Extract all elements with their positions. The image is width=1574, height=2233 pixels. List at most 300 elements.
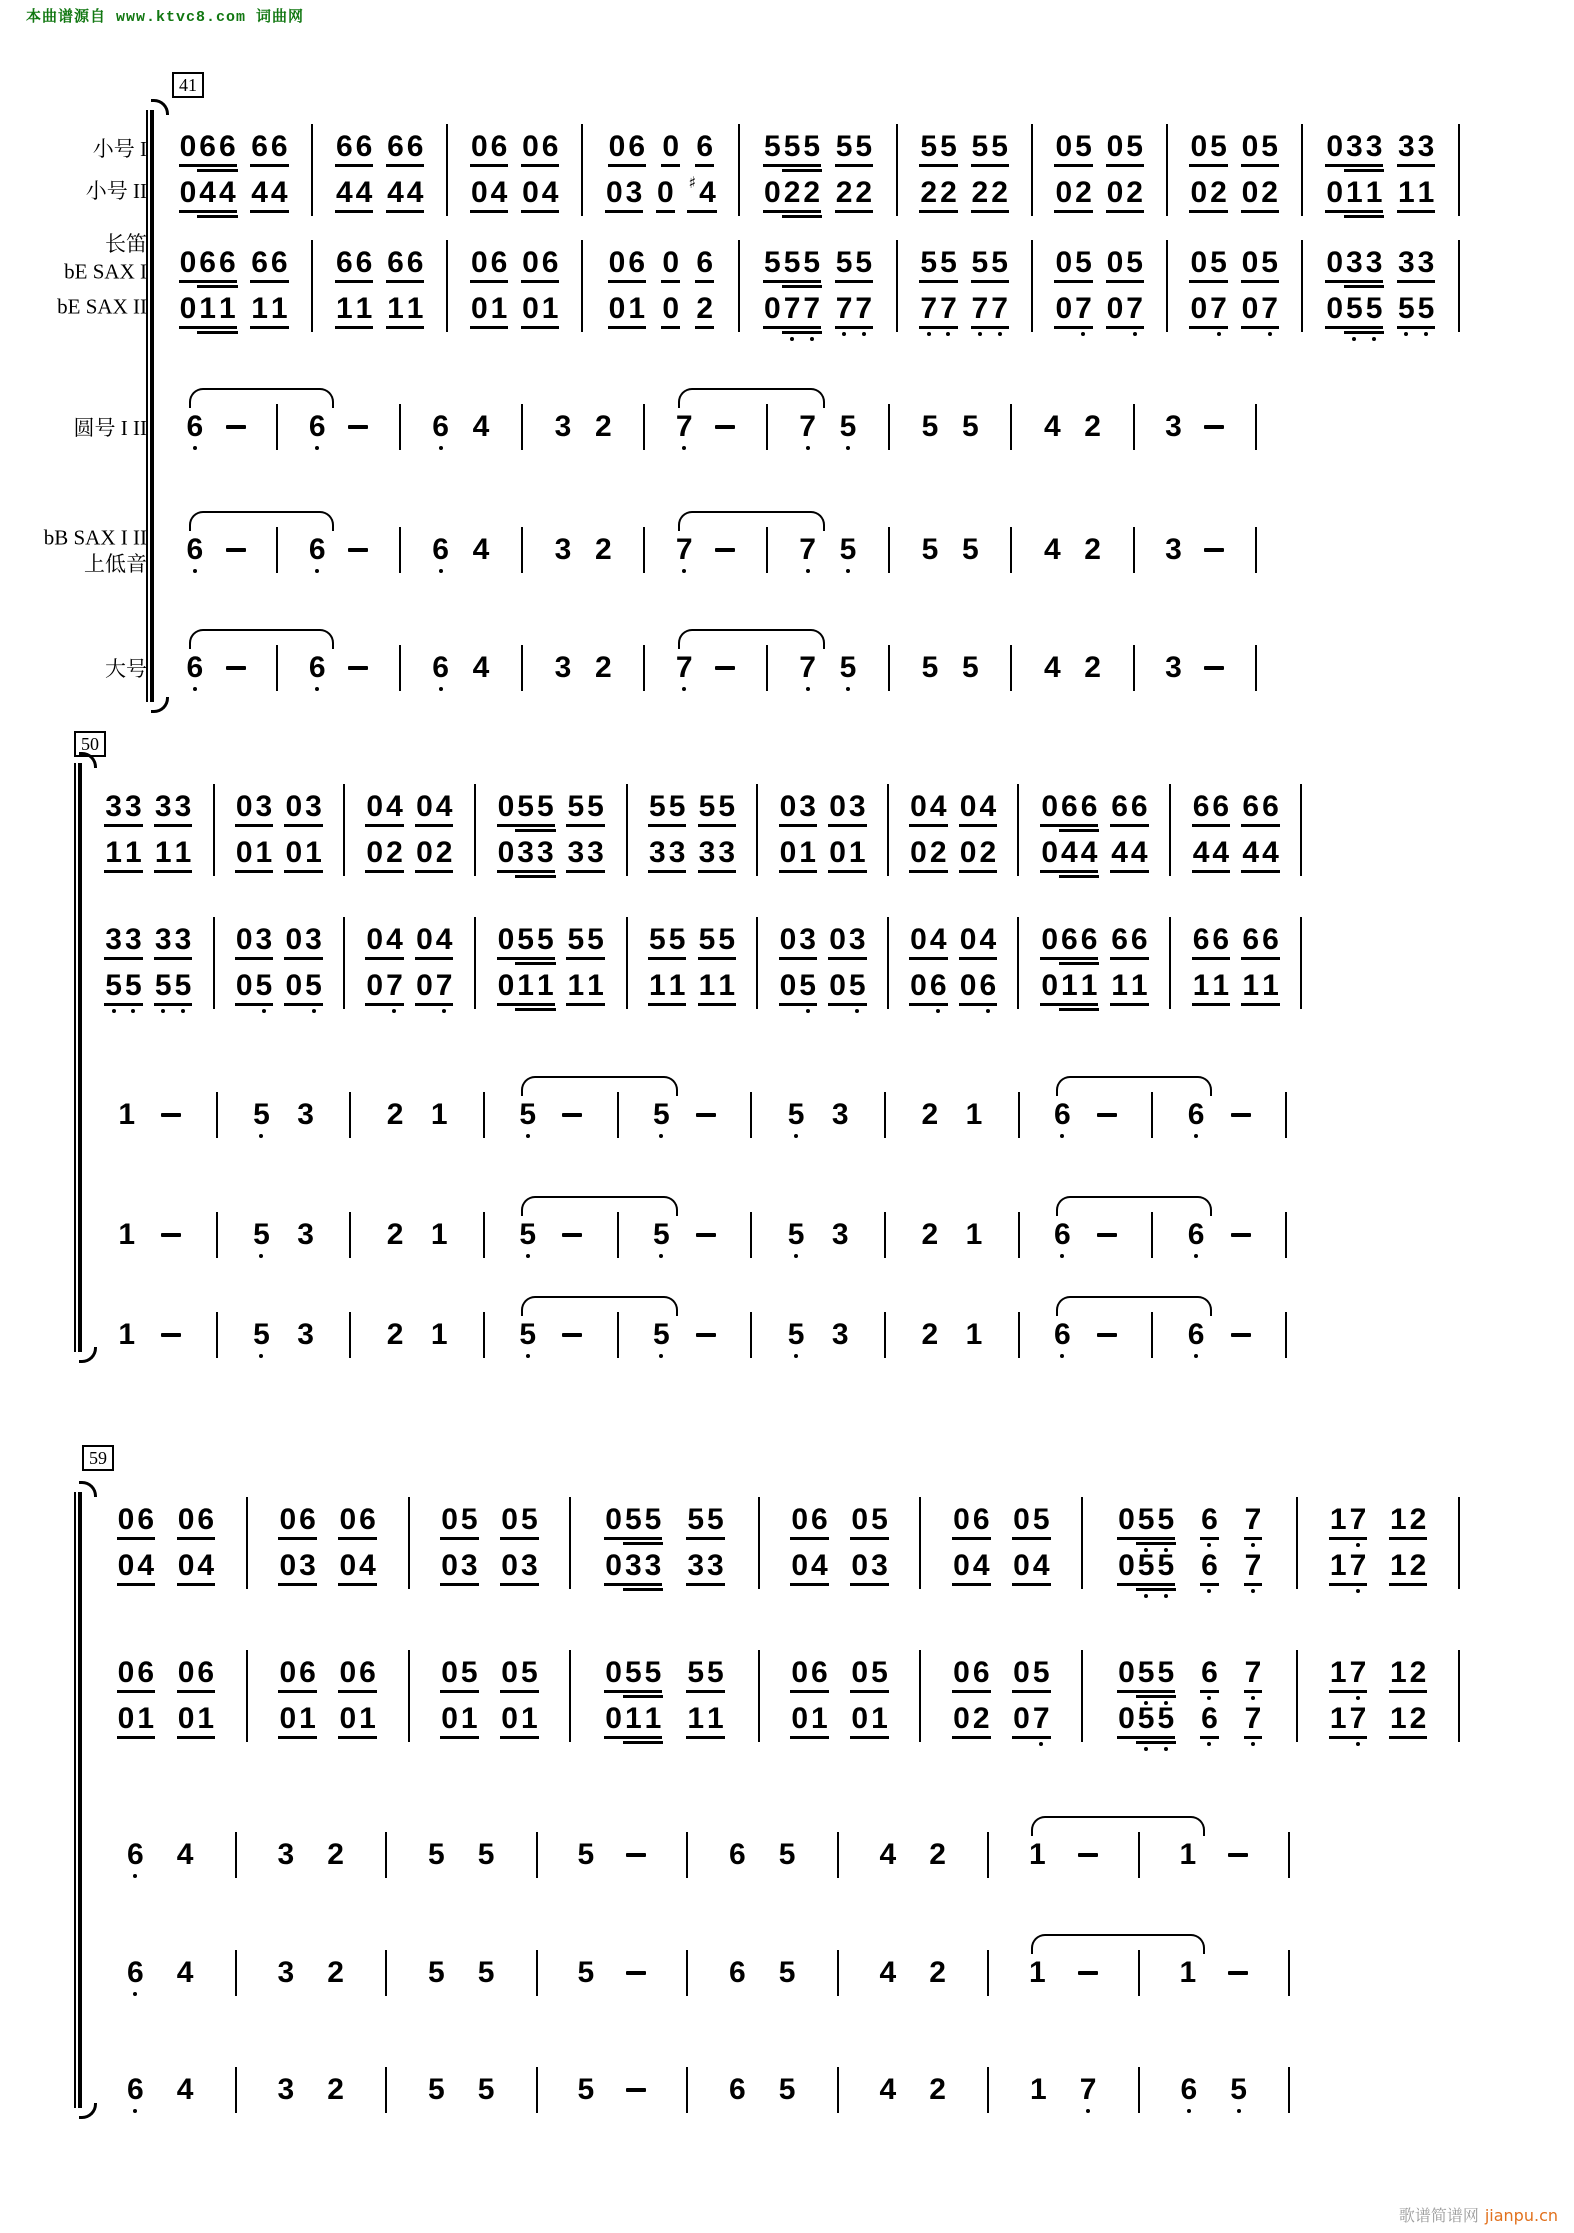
note-digit: 2 <box>696 292 714 325</box>
dash-note <box>1097 1233 1117 1237</box>
note-group <box>662 248 679 278</box>
staff-row <box>86 1497 1460 1589</box>
note-digit: 6 <box>729 1956 746 1989</box>
note-digit: 3 <box>305 923 322 956</box>
note-digit: 1 <box>517 971 534 1001</box>
beam-line <box>470 326 508 329</box>
beam-line <box>1192 824 1230 827</box>
note-digit: 7 <box>1126 294 1143 324</box>
octave-dot <box>315 569 319 573</box>
note-digit: 6 <box>628 130 645 163</box>
note-group <box>595 535 612 565</box>
measure <box>84 784 215 876</box>
instrument-label: 小号 I <box>92 137 147 161</box>
beam-line <box>782 285 803 288</box>
note-digit: 3 <box>537 838 554 868</box>
note-digit: 6 <box>1111 923 1128 956</box>
beam-line <box>1155 1542 1176 1545</box>
note-digit: 0 <box>1190 130 1208 163</box>
note-digit: 0 <box>279 1656 297 1689</box>
note-digit: 1 <box>625 1704 642 1734</box>
note-digit: 2 <box>1084 651 1101 684</box>
beam-line <box>335 210 373 213</box>
system-hook-top <box>79 1481 97 1497</box>
note-digit: 7 <box>972 294 989 324</box>
measure-line <box>571 1650 757 1696</box>
note-digit: 5 <box>778 2073 796 2106</box>
measure <box>890 527 1012 573</box>
measure-line <box>688 2067 837 2113</box>
measure <box>1019 917 1171 1009</box>
note-group <box>1181 2075 1198 2105</box>
note-digit: 6 <box>309 653 326 683</box>
note-group <box>921 1220 938 1250</box>
note-group <box>161 1113 181 1117</box>
beam-line <box>1344 331 1365 334</box>
note-digit: 7 <box>799 535 816 565</box>
octave-dot <box>1352 337 1356 341</box>
beam-line <box>1200 1583 1219 1586</box>
measure-line <box>1168 240 1301 286</box>
note-group <box>180 178 236 208</box>
note-digit: 4 <box>435 923 453 956</box>
beam-line <box>440 1736 478 1739</box>
beam-line <box>535 875 556 878</box>
note-digit: 5 <box>764 130 781 163</box>
beam-line <box>1110 1003 1148 1006</box>
note-group <box>605 1551 661 1581</box>
note-digit: 4 <box>1043 410 1061 443</box>
note-group <box>1242 838 1278 868</box>
note-digit: 4 <box>541 176 559 209</box>
note-group <box>764 294 820 324</box>
measure-line <box>583 240 738 286</box>
beam-line <box>338 1736 376 1739</box>
note-digit: 5 <box>125 971 142 1001</box>
note-group <box>953 1704 989 1734</box>
beam-line <box>1325 210 1383 213</box>
note-digit: 4 <box>972 1549 990 1582</box>
octave-dot <box>315 687 319 691</box>
note-digit: 5 <box>778 1838 796 1871</box>
beam-line <box>250 164 288 167</box>
measure <box>768 404 890 450</box>
measure <box>898 124 1033 216</box>
note-group <box>1107 132 1143 162</box>
note-digit: 4 <box>435 790 453 823</box>
note-group <box>1097 1233 1117 1237</box>
note-digit: 5 <box>1126 130 1143 163</box>
note-digit: 4 <box>1192 836 1210 869</box>
note-digit: 2 <box>1261 176 1278 209</box>
beam-line <box>197 169 218 172</box>
beam-line <box>919 326 957 329</box>
measure-line <box>1012 527 1132 573</box>
note-group <box>180 294 236 324</box>
note-digit: 0 <box>662 130 680 163</box>
note-digit: 6 <box>541 130 559 163</box>
note-group <box>187 412 204 442</box>
note-digit: 6 <box>972 1503 990 1536</box>
measure-line <box>448 124 581 170</box>
note-digit: 5 <box>971 246 989 279</box>
beam-line <box>1397 280 1435 283</box>
measure <box>313 124 448 216</box>
beam-line <box>1364 169 1385 172</box>
octave-dot <box>1372 337 1376 341</box>
note-group <box>118 1658 154 1688</box>
measure <box>1012 404 1134 450</box>
measure <box>86 2067 237 2113</box>
measure <box>86 1497 248 1589</box>
measure <box>645 404 767 450</box>
octave-dot <box>1144 1747 1148 1751</box>
note-group <box>1245 1704 1262 1734</box>
note-group <box>1118 1704 1174 1734</box>
beam-line <box>1054 210 1092 213</box>
measure-line <box>889 963 1018 1009</box>
note-digit: 1 <box>687 1702 705 1735</box>
note-digit: 1 <box>251 292 268 325</box>
measure <box>237 1832 388 1878</box>
note-digit: 1 <box>199 294 216 324</box>
note-group <box>1190 294 1226 324</box>
note-digit: 1 <box>1130 969 1148 1002</box>
note-group <box>226 548 246 552</box>
beam-line <box>515 829 536 832</box>
note-digit: 6 <box>359 1656 376 1689</box>
beam-line <box>1106 210 1144 213</box>
octave-dot <box>1207 1742 1211 1746</box>
octave-dot <box>946 332 950 336</box>
note-group <box>428 1958 445 1988</box>
measure <box>1303 240 1460 332</box>
note-digit: 5 <box>788 1320 805 1350</box>
note-digit: 2 <box>594 410 612 443</box>
note-digit: 0 <box>177 1503 195 1536</box>
tie-arc <box>1056 1196 1212 1216</box>
measure-line <box>387 1832 536 1878</box>
note-group <box>929 2075 946 2105</box>
beam-line <box>415 1003 453 1006</box>
beam-line <box>850 1583 888 1586</box>
beam-line <box>1079 962 1100 965</box>
note-digit: 1 <box>1111 969 1128 1002</box>
note-digit: 6 <box>541 246 559 279</box>
measure <box>1033 240 1168 332</box>
dash-note <box>226 666 246 670</box>
note-group <box>327 1958 344 1988</box>
system-hook-top <box>151 99 169 115</box>
note-digit: 7 <box>784 294 801 324</box>
beam-line <box>971 164 1009 167</box>
note-digit: 5 <box>577 1838 595 1871</box>
measure <box>619 1312 753 1358</box>
note-digit: 1 <box>1329 1702 1347 1735</box>
note-digit: 5 <box>1210 246 1227 279</box>
note-group <box>953 1551 989 1581</box>
measure-line <box>1303 124 1458 170</box>
measure <box>218 1092 352 1138</box>
measure <box>345 917 476 1009</box>
note-group <box>1029 1958 1046 1988</box>
note-group <box>178 1658 214 1688</box>
measure-line <box>645 404 765 450</box>
note-group <box>729 1958 746 1988</box>
note-digit: 5 <box>991 246 1008 279</box>
note-digit: 3 <box>174 923 192 956</box>
note-group <box>118 1704 154 1734</box>
measure-line <box>1019 830 1169 876</box>
note-digit: 4 <box>359 1549 376 1582</box>
note-digit: 2 <box>921 1318 939 1351</box>
note-group <box>657 178 674 208</box>
beam-line <box>1241 870 1279 873</box>
note-digit: 5 <box>477 1956 495 1989</box>
octave-dot <box>526 1254 530 1258</box>
note-digit: 5 <box>687 1656 705 1689</box>
note-digit: 7 <box>920 294 937 324</box>
dash-note <box>1097 1333 1117 1337</box>
note-digit: 5 <box>520 1656 538 1689</box>
note-group <box>662 132 679 162</box>
note-digit: 0 <box>235 969 253 1002</box>
note-group <box>696 1113 716 1117</box>
measure <box>523 645 645 691</box>
note-group <box>1242 925 1278 955</box>
note-group <box>279 1551 315 1581</box>
beam-line <box>104 870 142 873</box>
note-digit: 0 <box>1241 130 1259 163</box>
note-digit: 3 <box>1165 410 1182 443</box>
octave-dot <box>790 337 794 341</box>
note-digit: 1 <box>1028 1956 1046 1989</box>
beam-line <box>850 1537 888 1540</box>
beam-line <box>1079 829 1100 832</box>
beam-line <box>1244 1537 1263 1540</box>
note-digit: 6 <box>127 1840 144 1870</box>
beam-line <box>648 824 686 827</box>
note-digit: 0 <box>522 130 539 163</box>
note-digit: 4 <box>1130 836 1148 869</box>
note-digit: 5 <box>645 1658 662 1688</box>
measure <box>156 645 278 691</box>
note-group <box>339 1658 375 1688</box>
dash-note <box>626 1971 646 1975</box>
note-group <box>348 425 368 429</box>
instrument-label: bB SAX I II <box>43 525 147 550</box>
beam-line <box>623 1741 644 1744</box>
measure <box>86 1832 237 1878</box>
note-group <box>1231 1113 1251 1117</box>
note-digit: 6 <box>335 246 353 279</box>
note-digit: 5 <box>517 925 534 955</box>
note-group <box>1398 248 1434 278</box>
measure-line <box>313 170 446 216</box>
beam-line <box>828 870 866 873</box>
octave-dot <box>442 1009 446 1013</box>
note-digit: 0 <box>959 790 977 823</box>
measure-line <box>1012 645 1132 691</box>
measure-line <box>628 830 757 876</box>
note-group <box>1330 1505 1366 1535</box>
note-group <box>920 248 956 278</box>
tie-arc <box>189 511 334 531</box>
measure-line <box>628 963 757 1009</box>
beam-line <box>779 824 817 827</box>
measure-line <box>839 1832 988 1878</box>
note-group <box>498 792 554 822</box>
note-digit: 6 <box>1081 792 1098 822</box>
note-group <box>279 1505 315 1535</box>
measure-line <box>156 527 276 573</box>
note-digit: 0 <box>522 246 539 279</box>
tie-arc <box>1031 1934 1205 1954</box>
note-group <box>118 1220 135 1250</box>
note-group <box>309 535 326 565</box>
octave-dot <box>927 332 931 336</box>
note-group <box>522 248 558 278</box>
note-digit: 2 <box>327 1838 344 1871</box>
dash-note <box>161 1333 181 1337</box>
note-digit: 5 <box>784 132 801 162</box>
beam-line <box>1155 1588 1176 1591</box>
tie-arc <box>521 1196 678 1216</box>
octave-dot <box>1194 1354 1198 1358</box>
octave-dot <box>682 569 686 573</box>
note-digit: 1 <box>174 836 192 869</box>
note-digit: 3 <box>124 790 142 823</box>
beam-line <box>919 280 957 283</box>
measure <box>1135 645 1257 691</box>
note-group <box>851 1505 887 1535</box>
note-digit: 3 <box>105 790 122 823</box>
beam-line <box>235 957 273 960</box>
beam-line <box>1189 210 1227 213</box>
measure-line <box>583 124 738 170</box>
note-digit: 5 <box>788 1220 805 1250</box>
note-digit: 4 <box>1242 836 1260 869</box>
note-group <box>478 1958 495 1988</box>
beam-line <box>763 210 821 213</box>
measure-line <box>345 963 474 1009</box>
note-group <box>1044 412 1061 442</box>
note-group <box>1084 653 1101 683</box>
staff-row <box>156 124 1460 216</box>
beam-line <box>440 1690 478 1693</box>
note-digit: 6 <box>127 2075 144 2105</box>
note-digit: 3 <box>277 1838 295 1871</box>
beam-line <box>1012 1537 1050 1540</box>
measure-line <box>839 2067 988 2113</box>
measure-line <box>1171 784 1300 830</box>
note-digit: 0 <box>1106 176 1124 209</box>
note-group <box>522 178 558 208</box>
measure-line <box>839 1950 988 1996</box>
note-digit: 7 <box>1210 294 1227 324</box>
note-group <box>609 132 645 162</box>
measure <box>278 527 400 573</box>
note-group <box>1204 548 1224 552</box>
note-group <box>1245 1658 1262 1688</box>
note-digit: 6 <box>359 1503 376 1536</box>
measure-line <box>752 1092 884 1138</box>
measure-line <box>628 784 757 830</box>
beam-line <box>278 1537 316 1540</box>
measure-line <box>1168 286 1301 332</box>
measure <box>583 124 740 216</box>
note-group <box>880 1958 897 1988</box>
note-digit: 2 <box>784 178 801 208</box>
note-digit: 1 <box>406 292 424 325</box>
note-group <box>519 1100 536 1130</box>
note-digit: 5 <box>961 410 979 443</box>
note-digit: 6 <box>299 1503 316 1536</box>
measure-line <box>1033 124 1166 170</box>
octave-dot <box>846 446 850 450</box>
measure <box>86 1950 237 1996</box>
beam-line <box>1200 1537 1219 1540</box>
tie-arc <box>189 388 334 408</box>
note-digit: 5 <box>698 790 716 823</box>
note-digit: 5 <box>784 248 801 278</box>
dash-note <box>1097 1113 1117 1117</box>
beam-line <box>1189 164 1227 167</box>
note-group <box>972 132 1008 162</box>
note-digit: 0 <box>1118 1702 1135 1735</box>
note-group <box>441 1551 477 1581</box>
measure-line <box>1135 645 1255 691</box>
note-digit: 1 <box>430 1218 448 1251</box>
note-group <box>715 666 735 670</box>
measure-line <box>410 1696 570 1742</box>
octave-dot <box>193 569 197 573</box>
note-digit: 1 <box>1262 969 1279 1002</box>
note-group <box>127 2075 144 2105</box>
measure <box>387 1832 538 1878</box>
octave-dot <box>810 337 814 341</box>
note-digit: 2 <box>803 178 820 208</box>
beam-line <box>386 210 424 213</box>
measure <box>485 1312 619 1358</box>
note-digit: 6 <box>309 535 326 565</box>
measure <box>839 2067 990 2113</box>
beam-line <box>661 164 680 167</box>
measure <box>485 1092 619 1138</box>
note-group <box>1111 971 1147 1001</box>
note-digit: 1 <box>541 292 559 325</box>
octave-dot <box>1207 1543 1211 1547</box>
staff-row <box>86 1950 1290 1996</box>
measure-line <box>1303 170 1458 216</box>
note-digit: 2 <box>327 1956 344 1989</box>
note-group <box>177 2075 194 2105</box>
note-digit: 7 <box>991 294 1008 324</box>
note-digit: 3 <box>299 1549 316 1582</box>
note-digit: 0 <box>1041 790 1058 823</box>
tie-arc <box>1031 1816 1205 1836</box>
note-group <box>155 971 191 1001</box>
measure-number-box: 41 <box>172 72 204 98</box>
note-digit: 0 <box>605 1656 622 1689</box>
beam-line <box>1241 326 1279 329</box>
measure <box>628 784 759 876</box>
note-digit: 5 <box>687 1503 705 1536</box>
note-group <box>1201 1551 1218 1581</box>
beam-line <box>1364 331 1385 334</box>
beam-line <box>1155 1695 1176 1698</box>
beam-line <box>338 1583 376 1586</box>
